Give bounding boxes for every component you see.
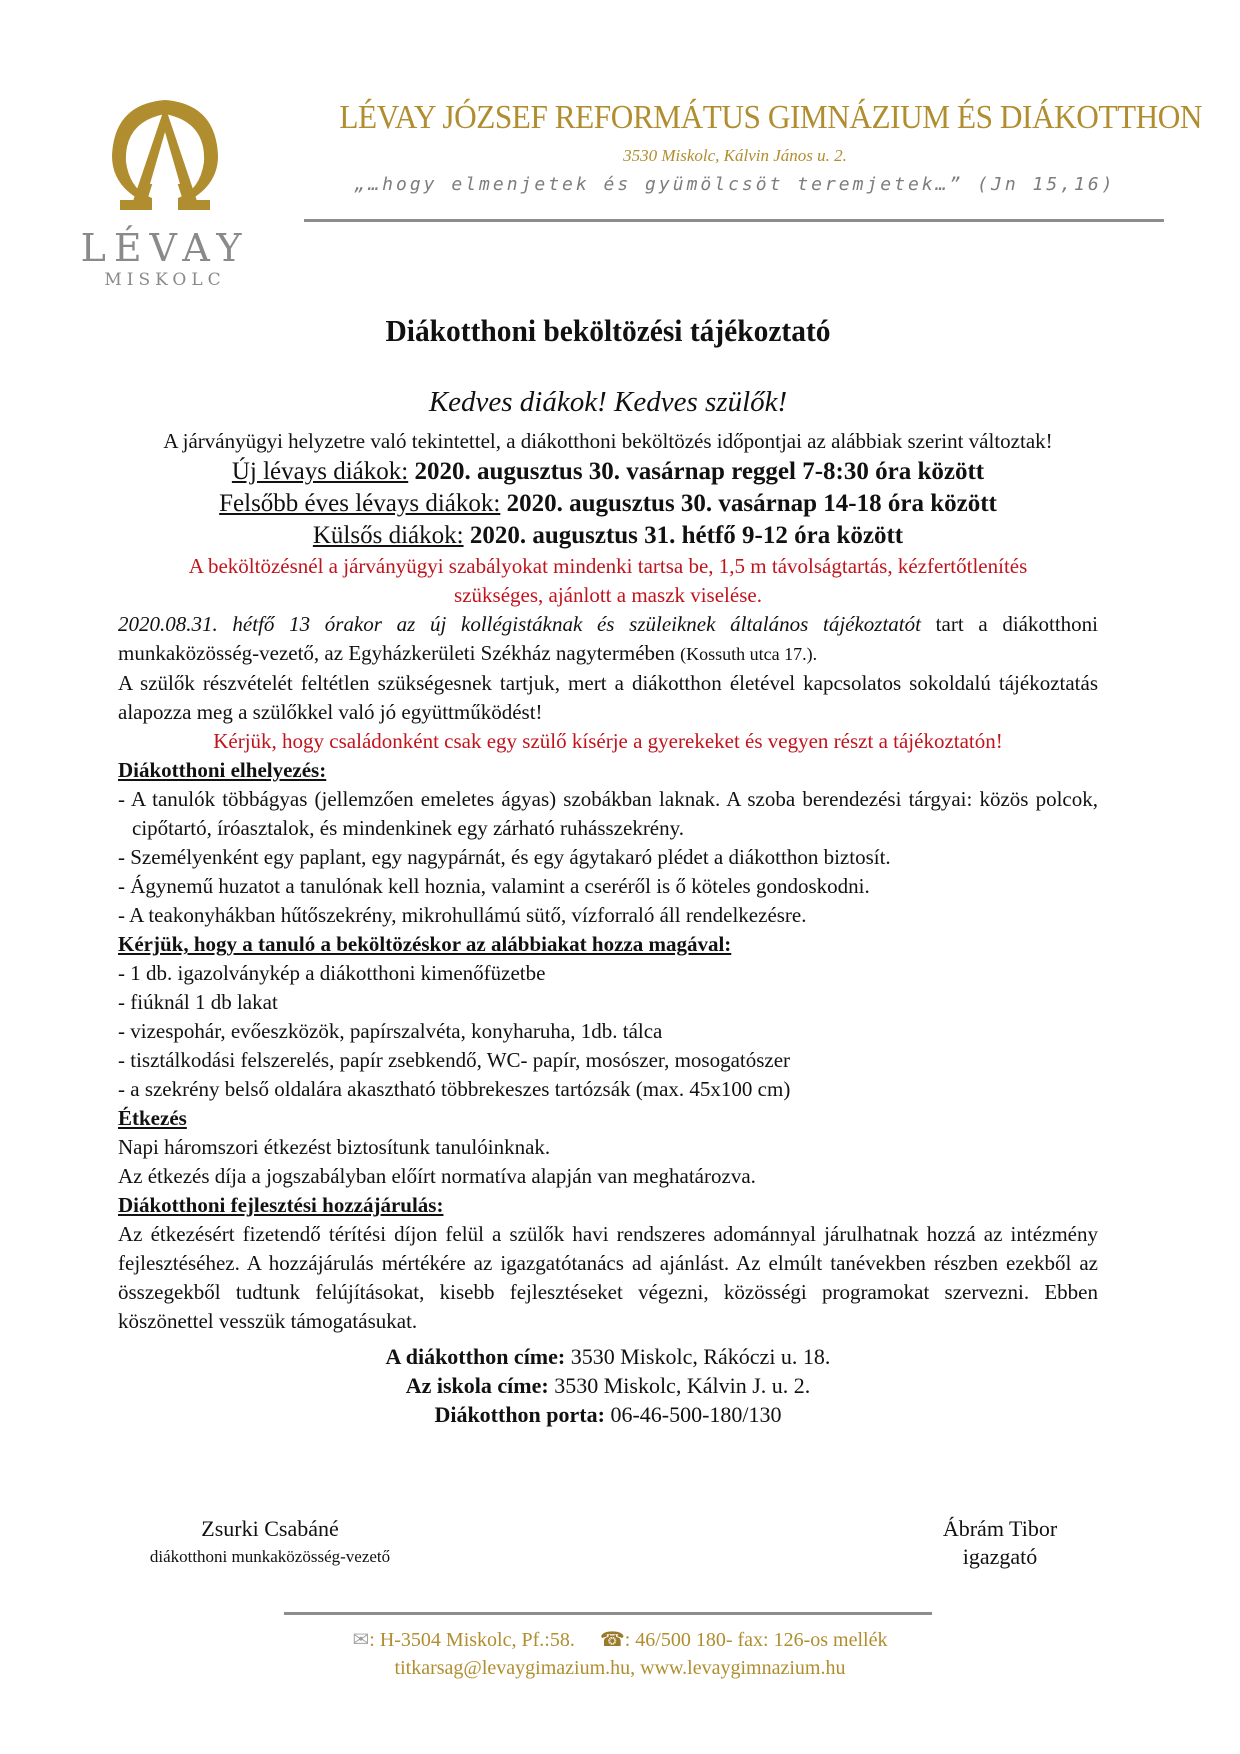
footer-divider: [284, 1612, 932, 1615]
section-heading-contribution: Diákotthoni fejlesztési hozzájárulás:: [118, 1193, 444, 1217]
contact-row: [118, 1400, 1098, 1429]
parents-notice: Kérjük, hogy családonként csak egy szülő kísérje a gyerekeket és vegyen részt a tájékoztatón!: [213, 729, 1003, 753]
list-item: - tisztálkodási felszerelés, papír zsebkendő, WC- papír, mosószer, mosogatószer: [118, 1048, 791, 1072]
signatory-name: Zsurki Csabáné: [201, 1516, 339, 1541]
schedule-group: Új lévays diákok:: [231, 458, 409, 485]
envelope-icon: ✉: [352, 1629, 370, 1651]
bring-list: [118, 959, 1098, 1104]
parents-paragraph: A szülők részvételét feltétlen szükségesnek tartjuk, mert a diákotthon életével kapcsolatos sokoldalú tájékoztatás alapozza meg a szülőkkel való jó együttműködést!: [118, 671, 1098, 724]
signatory-role: diákotthoni munkaközösség-vezető: [149, 1547, 391, 1566]
list-item: - a szekrény belső oldalára akasztható többrekeszes tartózsák (max. 45x100 cm): [118, 1077, 791, 1101]
contact-row: [118, 1342, 1098, 1371]
greeting: Kedves diákok! Kedves szülők!: [428, 386, 788, 418]
contact-value: 3530 Miskolc, Kálvin J. u. 2.: [548, 1373, 811, 1398]
rules-notice: A beköltözésnél a járványügyi szabályokat mindenki tartsa be, 1,5 m távolságtartás, kézfertőtlenítés szükséges, ajánlott a maszk viselése.: [188, 554, 1028, 607]
contact-label: A diákotthon címe:: [385, 1344, 566, 1369]
list-item: - 1 db. igazolványkép a diákotthoni kimenőfüzetbe: [118, 961, 546, 985]
letterhead: [305, 98, 1203, 195]
signature-left: [110, 1515, 430, 1571]
document-body: [118, 310, 1098, 1429]
schedule-time: 2020. augusztus 31. hétfő 9-12 óra között: [463, 522, 904, 549]
footer-line-postal-phone: [270, 1626, 970, 1654]
footer-email-web: titkarsag@levaygimazium.hu, www.levaygimnazium.hu: [394, 1657, 846, 1679]
contact-label: Az iskola címe:: [405, 1373, 549, 1398]
contact-value: 3530 Miskolc, Rákóczi u. 18.: [565, 1344, 831, 1369]
contact-label: Diákotthon porta:: [434, 1402, 605, 1427]
list-item: - vizespohár, evőeszközök, papírszalvéta, konyharuha, 1db. tálca: [118, 1019, 663, 1043]
footer-phone: : 46/500 180- fax: 126-os mellék: [624, 1629, 888, 1651]
logo-city: MISKOLC: [104, 270, 226, 290]
briefing-paragraph: [118, 610, 1098, 669]
signatory-name: Ábrám Tibor: [942, 1516, 1058, 1541]
school-name: LÉVAY JÓZSEF REFORMÁTUS GIMNÁZIUM ÉS DIÁKOTTHON: [339, 99, 1203, 136]
schedule-row: [118, 488, 1098, 520]
list-item: - fiúknál 1 db lakat: [118, 990, 278, 1014]
schedule-group: Külsős diákok:: [312, 522, 464, 549]
logo-wordmark: LÉVAY: [80, 226, 250, 270]
list-item: - Ágynemű huzatot a tanulónak kell hoznia, valamint a cseréről is ő köteles gondoskodni.: [118, 874, 870, 898]
section-heading-meals: Étkezés: [118, 1106, 187, 1130]
schedule-time: 2020. augusztus 30. vasárnap reggel 7-8:30 óra között: [408, 458, 985, 485]
omega-alpha-logo-icon: [90, 92, 240, 222]
schedule-time: 2020. augusztus 30. vasárnap 14-18 óra között: [500, 490, 997, 517]
page-title: Diákotthoni beköltözési tájékoztató: [385, 313, 831, 348]
school-address: 3530 Miskolc, Kálvin János u. 2.: [623, 146, 847, 165]
contact-row: [118, 1371, 1098, 1400]
section-heading-accommodation: Diákotthoni elhelyezés:: [118, 758, 327, 782]
section-heading-bring: Kérjük, hogy a tanuló a beköltözéskor az alábbiakat hozza magával:: [118, 932, 732, 956]
accommodation-list: [118, 785, 1098, 930]
schedule-row: [118, 520, 1098, 552]
signatory-role: igazgató: [962, 1544, 1038, 1569]
schedule-row: [118, 456, 1098, 488]
contact-value: 06-46-500-180/130: [604, 1402, 782, 1427]
footer-postal: : H-3504 Miskolc, Pf.:58.: [369, 1629, 575, 1651]
list-item: - Személyenként egy paplant, egy nagypárnát, és egy ágytakaró plédet a diákotthon biztosít.: [118, 845, 891, 869]
header-divider: [304, 219, 1164, 222]
list-item: - A teakonyhákban hűtőszekrény, mikrohullámú sütő, vízforraló áll rendelkezésre.: [118, 903, 807, 927]
briefing-location: (Kossuth utca 17.).: [680, 644, 818, 664]
list-item: - A tanulók többágyas (jellemzően emeletes ágyas) szobákban laknak. A szoba berendezési tárgyai: közös polcok, cipőtartó, íróasztalok, és mindenkinek egy zárható ruhásszekrény.: [118, 787, 1098, 840]
briefing-rest: tart a diákotthoni munkaközösség-vezető, az Egyházkerületi Székház nagytermében: [118, 612, 1098, 665]
schedule: [118, 456, 1098, 552]
contact-block: [118, 1342, 1098, 1429]
intro-text: A járványügyi helyzetre való tekintettel, a diákotthoni beköltözés időpontjai az alábbiak szerint változtak!: [163, 429, 1053, 453]
briefing-italic: 2020.08.31. hétfő 13 órakor az új kollégistáknak és szüleiknek általános tájékoztatót: [118, 612, 921, 636]
schedule-group: Felsőbb éves lévays diákok:: [219, 490, 501, 517]
footer: [270, 1626, 970, 1682]
contribution-paragraph: Az étkezésért fizetendő térítési díjon felül a szülők havi rendszeres adománnyal járulhatnak hozzá az intézmény fejlesztéséhez. A hozzájárulás mértékére az igazgatótanács ad ajánlást. Az elmúlt tanévekben részben ezekből az összegekből tudtunk felújításokat, kisebb fejlesztéseket végezni, közösségi programokat szervezni. Ebben köszönettel vesszük támogatásukat.: [118, 1222, 1098, 1333]
telephone-icon: ☎: [599, 1629, 625, 1651]
meals-line: Az étkezés díja a jogszabályban előírt normatíva alapján van meghatározva.: [118, 1164, 756, 1188]
motto: „…hogy elmenjetek és gyümölcsöt teremjetek…” (Jn 15,16): [354, 174, 1116, 195]
signature-right: [870, 1515, 1130, 1571]
meals-line: Napi háromszori étkezést biztosítunk tanulóinknak.: [118, 1135, 551, 1159]
school-logo: [80, 92, 250, 290]
